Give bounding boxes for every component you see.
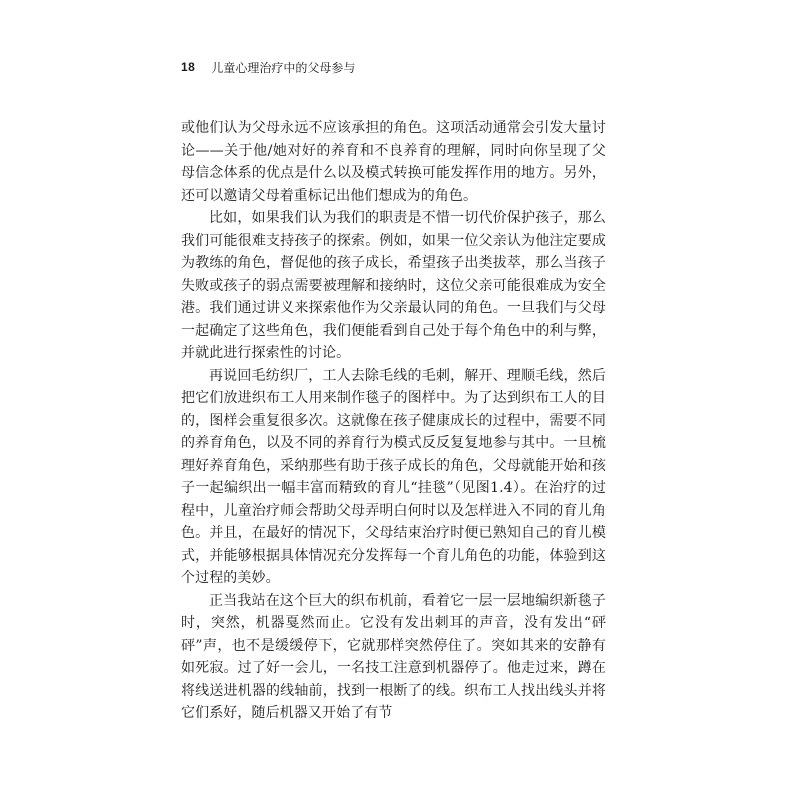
running-title: 儿童心理治疗中的父母参与	[211, 60, 356, 75]
running-header	[181, 57, 355, 77]
paragraph-1: 或他们认为父母永远不应该承担的角色。这项活动通常会引发大量讨论——关于他/她对好的养育和不良养育的理解，同时向你呈现了父母信念体系的优点是什么以及模式转换可能发挥作用的地方。另外，还可以邀请父母着重标记出他们想成为的角色。	[181, 120, 606, 204]
body-text	[181, 117, 606, 725]
paragraph-4: 正当我站在这个巨大的织布机前，看着它一层一层地编织新毯子时，突然，机器戛然而止。它没有发出刺耳的声音，没有发出“砰砰”声，也不是缓缓停下，它就那样突然停住了。突如其来的安静有如死寂。过了好一会儿，一名技工注意到机器停了。他走过来，蹲在将线送进机器的线轴前，找到一根断了的线。织布工人找出线头并将它们系好，随后机器又开始了有节	[181, 592, 606, 721]
paragraph-3: 再说回毛纺织厂，工人去除毛线的毛刺，解开、理顺毛线，然后把它们放进织布工人用来制作毯子的图样中。为了达到织布工人的目的，图样会重复很多次。这就像在孩子健康成长的过程中，需要不同的养育角色，以及不同的养育行为模式反反复复地参与其中。一旦梳理好养育角色，采纳那些有助于孩子成长的角色，父母就能开始和孩子一起编织出一幅丰富而精致的育儿“挂毯”（见图1.4）。在治疗的过程中，儿童治疗师会帮助父母弄明白何时以及怎样进入不同的育儿角色。并且，在最好的情况下，父母结束治疗时便已熟知自己的育儿模式，并能够根据具体情况充分发挥每一个育儿角色的功能，体验到这个过程的美妙。	[181, 367, 606, 586]
paragraph-2: 比如，如果我们认为我们的职责是不惜一切代价保护孩子，那么我们可能很难支持孩子的探索。例如，如果一位父亲认为他注定要成为教练的角色，督促他的孩子成长，希望孩子出类拔萃，那么当孩子失败或孩子的弱点需要被理解和接纳时，这位父亲可能很难成为安全港。我们通过讲义来探索他作为父亲最认同的角色。一旦我们与父母一起确定了这些角色，我们便能看到自己处于每个角色中的利与弊，并就此进行探索性的讨论。	[181, 210, 606, 361]
page-number: 18	[181, 60, 196, 74]
